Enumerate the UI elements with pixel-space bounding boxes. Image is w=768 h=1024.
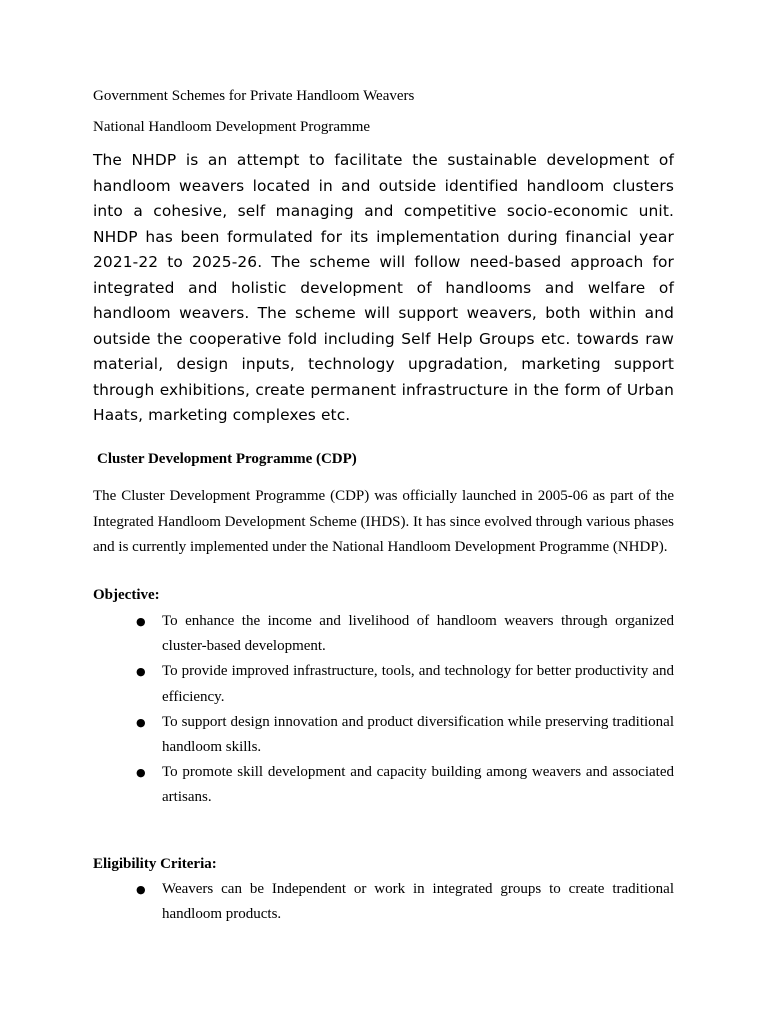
bullet-icon: ● <box>136 665 146 679</box>
list-item-text: To enhance the income and livelihood of handloom weavers through organized cluster-based development. <box>162 613 674 655</box>
eligibility-list <box>93 877 674 927</box>
objective-label: Objective: <box>93 587 160 603</box>
bullet-icon: ● <box>136 883 146 896</box>
list-item <box>93 659 674 709</box>
bullet-icon: ● <box>136 615 146 628</box>
list-item <box>93 760 674 810</box>
cdp-paragraph: The Cluster Development Programme (CDP) was officially launched in 2005-06 as part of the Integrated Handloom Development Scheme (IHDS). It has since evolved through various phases and is currently implemented under the National Handloom Development Programme (NHDP). <box>93 488 674 555</box>
list-item-text: To support design innovation and product diversification while preserving traditional handloom skills. <box>162 713 674 756</box>
list-item <box>93 710 674 760</box>
list-item-text: To promote skill development and capacity building among weavers and associated artisans. <box>162 764 674 806</box>
list-item-text: Weavers can be Independent or work in integrated groups to create traditional handloom products. <box>162 881 674 923</box>
bullet-icon: ● <box>136 715 146 729</box>
nhdp-paragraph: The NHDP is an attempt to facilitate the sustainable development of handloom weavers located in and outside identified handloom clusters into a cohesive, self managing and competitive socio-economic unit. NHDP has been formulated for its implementation during financial year 2021-22 to 2025-26. The scheme will follow need-based approach for integrated and holistic development of handlooms and welfare of handloom weavers. The scheme will support weavers, both within and outside the cooperative fold including Self Help Groups etc. towards raw material, design inputs, technology upgradation, marketing support through exhibitions, create permanent infrastructure in the form of Urban Haats, marketing complexes etc. <box>93 151 674 424</box>
list-item <box>93 609 674 659</box>
list-item <box>93 877 674 927</box>
eligibility-label: Eligibility Criteria: <box>93 856 217 872</box>
bullet-icon: ● <box>136 766 146 780</box>
objective-list <box>93 609 674 811</box>
document-title: Government Schemes for Private Handloom Weavers <box>93 88 415 104</box>
section-title-nhdp: National Handloom Development Programme <box>93 119 371 135</box>
section-heading-cdp: Cluster Development Programme (CDP) <box>97 451 357 467</box>
list-item-text: To provide improved infrastructure, tools, and technology for better productivity and efficiency. <box>162 663 674 705</box>
